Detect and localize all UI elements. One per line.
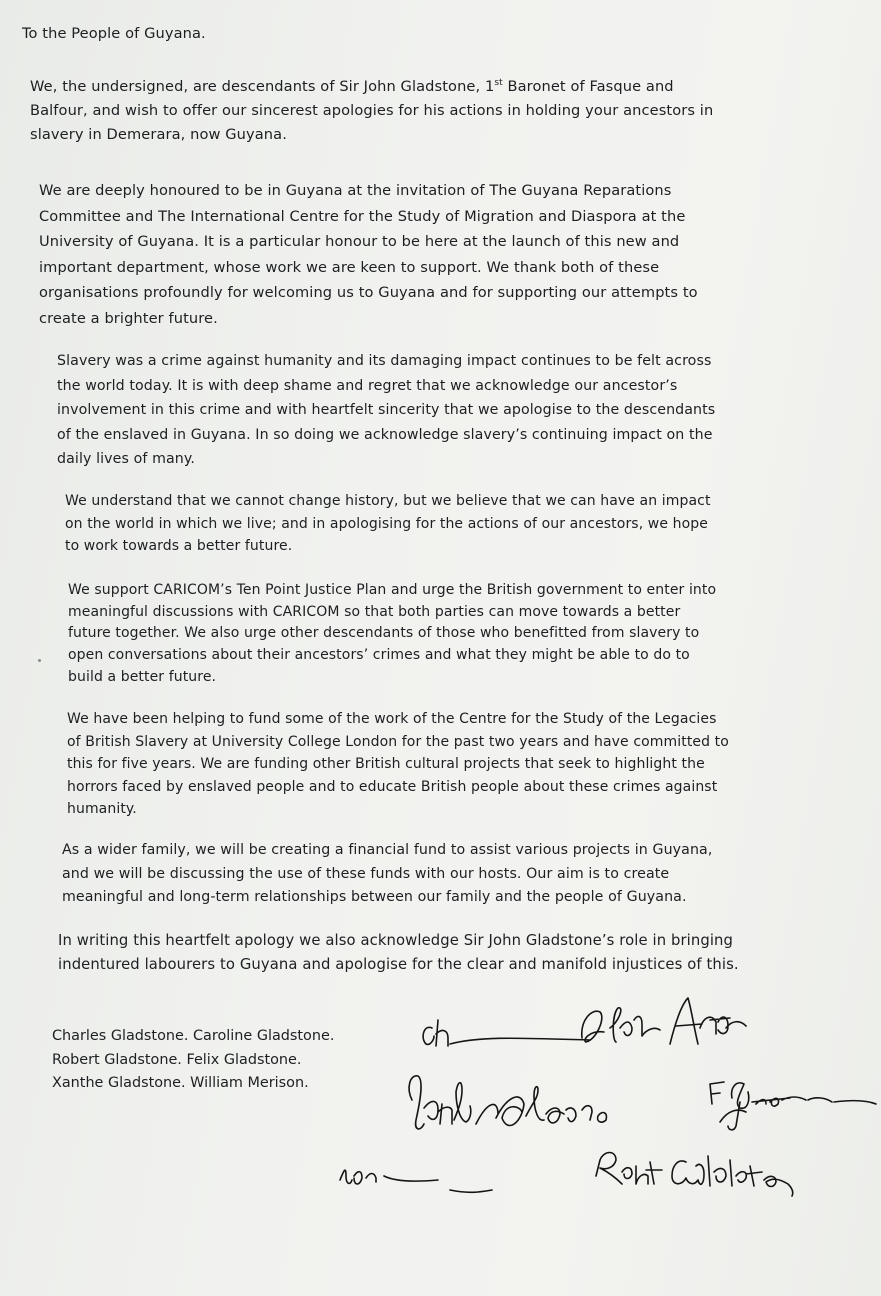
paragraph-line: on the world in which we live; and in apologising for the actions of our ancestors, we hope — [65, 515, 708, 532]
signature-xanthe — [340, 1170, 492, 1192]
paragraph-line: Balfour, and wish to offer our sincerest apologies for his actions in holding your ancestors in — [30, 102, 714, 119]
paragraph-line: We have been helping to fund some of the work of the Centre for the Study of the Legacies — [67, 711, 717, 727]
signature-robert — [596, 1153, 793, 1197]
paragraph-line: In writing this heartfelt apology we also acknowledge Sir John Gladstone’s role in bringing — [58, 932, 734, 949]
paragraph-line — [30, 75, 713, 99]
paragraph-line: We understand that we cannot change history, but we believe that we can have an impact — [65, 493, 711, 509]
paragraph-line: build a better future. — [68, 668, 217, 685]
signatures-svg — [320, 980, 880, 1220]
paragraph-line: and we will be discussing the use of these funds with our hosts. Our aim is to create — [62, 865, 670, 882]
paragraph-line: meaningful and long-term relationships between our family and the people of Guyana. — [62, 889, 687, 905]
paragraph-caricom — [68, 580, 716, 689]
paragraph-line: of British Slavery at University College London for the past two years and have committed to — [67, 733, 729, 750]
paragraph-line: slavery in Demerara, now Guyana. — [30, 126, 287, 143]
stray-mark — [38, 659, 41, 662]
paragraph-line: involvement in this crime and with heartfelt sincerity that we apologise to the descendants — [57, 402, 716, 419]
paragraph-slavery-crime — [57, 349, 715, 472]
paragraph-line: open conversations about their ancestors’ crimes and what they might be able to do to — [68, 647, 690, 664]
paragraph-line: We support CARICOM’s Ten Point Justice Plan and urge the British government to enter into — [68, 582, 717, 598]
handwritten-signatures — [320, 980, 880, 1220]
paragraph-line: meaningful discussions with CARICOM so that both parties can move towards a better — [68, 603, 681, 620]
paragraph-line: organisations profoundly for welcoming us to Guyana and for supporting our attempts to — [39, 284, 698, 301]
paragraph-financial-fund — [62, 839, 712, 910]
paragraph-line: important department, whose work we are keen to support. We thank both of these — [39, 258, 660, 276]
paragraph-line: indentured labourers to Guyana and apologise for the clear and manifold injustices of this. — [58, 955, 739, 973]
greeting-line: To the People of Guyana. — [22, 25, 206, 42]
paragraph-line-text: We, the undersigned, are descendants of Sir John Gladstone, 1 — [30, 78, 495, 95]
paragraph-line: University of Guyana. It is a particular honour to be here at the launch of this new and — [39, 233, 680, 250]
signature-charles — [423, 1020, 590, 1046]
ordinal-suffix: st — [494, 78, 503, 89]
signatory-line: Charles Gladstone. Caroline Gladstone. — [52, 1028, 335, 1044]
paragraph-line: to work towards a better future. — [65, 538, 293, 555]
paragraph-honoured — [39, 178, 698, 331]
signatory-line: Robert Gladstone. Felix Gladstone. — [52, 1051, 302, 1068]
signature-caroline — [582, 998, 746, 1044]
paragraph-line: of the enslaved in Guyana. In so doing we acknowledge slavery’s continuing impact on the — [57, 426, 713, 443]
paragraph-indentured — [58, 929, 739, 976]
paragraph-line: As a wider family, we will be creating a financial fund to assist various projects in Guyana, — [62, 842, 713, 858]
paragraph-line: We are deeply honoured to be in Guyana at the invitation of The Guyana Reparations — [39, 182, 672, 199]
paragraph-line: Slavery was a crime against humanity and its damaging impact continues to be felt across — [57, 353, 712, 369]
paragraph-history — [65, 490, 711, 558]
paragraph-line: humanity. — [67, 801, 137, 817]
paragraph-line: this for five years. We are funding other British cultural projects that seek to highlight the — [67, 756, 705, 772]
signatory-line: Xanthe Gladstone. William Merison. — [52, 1075, 309, 1091]
signature-felix — [710, 1082, 876, 1130]
signature-charles-gladstone — [409, 1076, 606, 1129]
paragraph-line: daily lives of many. — [57, 451, 195, 468]
paragraph-line: the world today. It is with deep shame and regret that we acknowledge our ancestor’s — [57, 377, 678, 394]
signatory-names — [52, 1025, 334, 1096]
paragraph-line: Committee and The International Centre for the Study of Migration and Diaspora at the — [39, 207, 686, 225]
paragraph-line: horrors faced by enslaved people and to educate British people about these crimes against — [67, 778, 718, 795]
paragraph-line-text: Baronet of Fasque and — [502, 78, 674, 95]
paragraph-descendants — [30, 75, 713, 147]
paragraph-funding — [67, 708, 729, 821]
letter-greeting — [22, 22, 206, 46]
paragraph-line: create a brighter future. — [39, 309, 218, 327]
paragraph-line: future together. We also urge other descendants of those who benefitted from slavery to — [68, 625, 700, 642]
